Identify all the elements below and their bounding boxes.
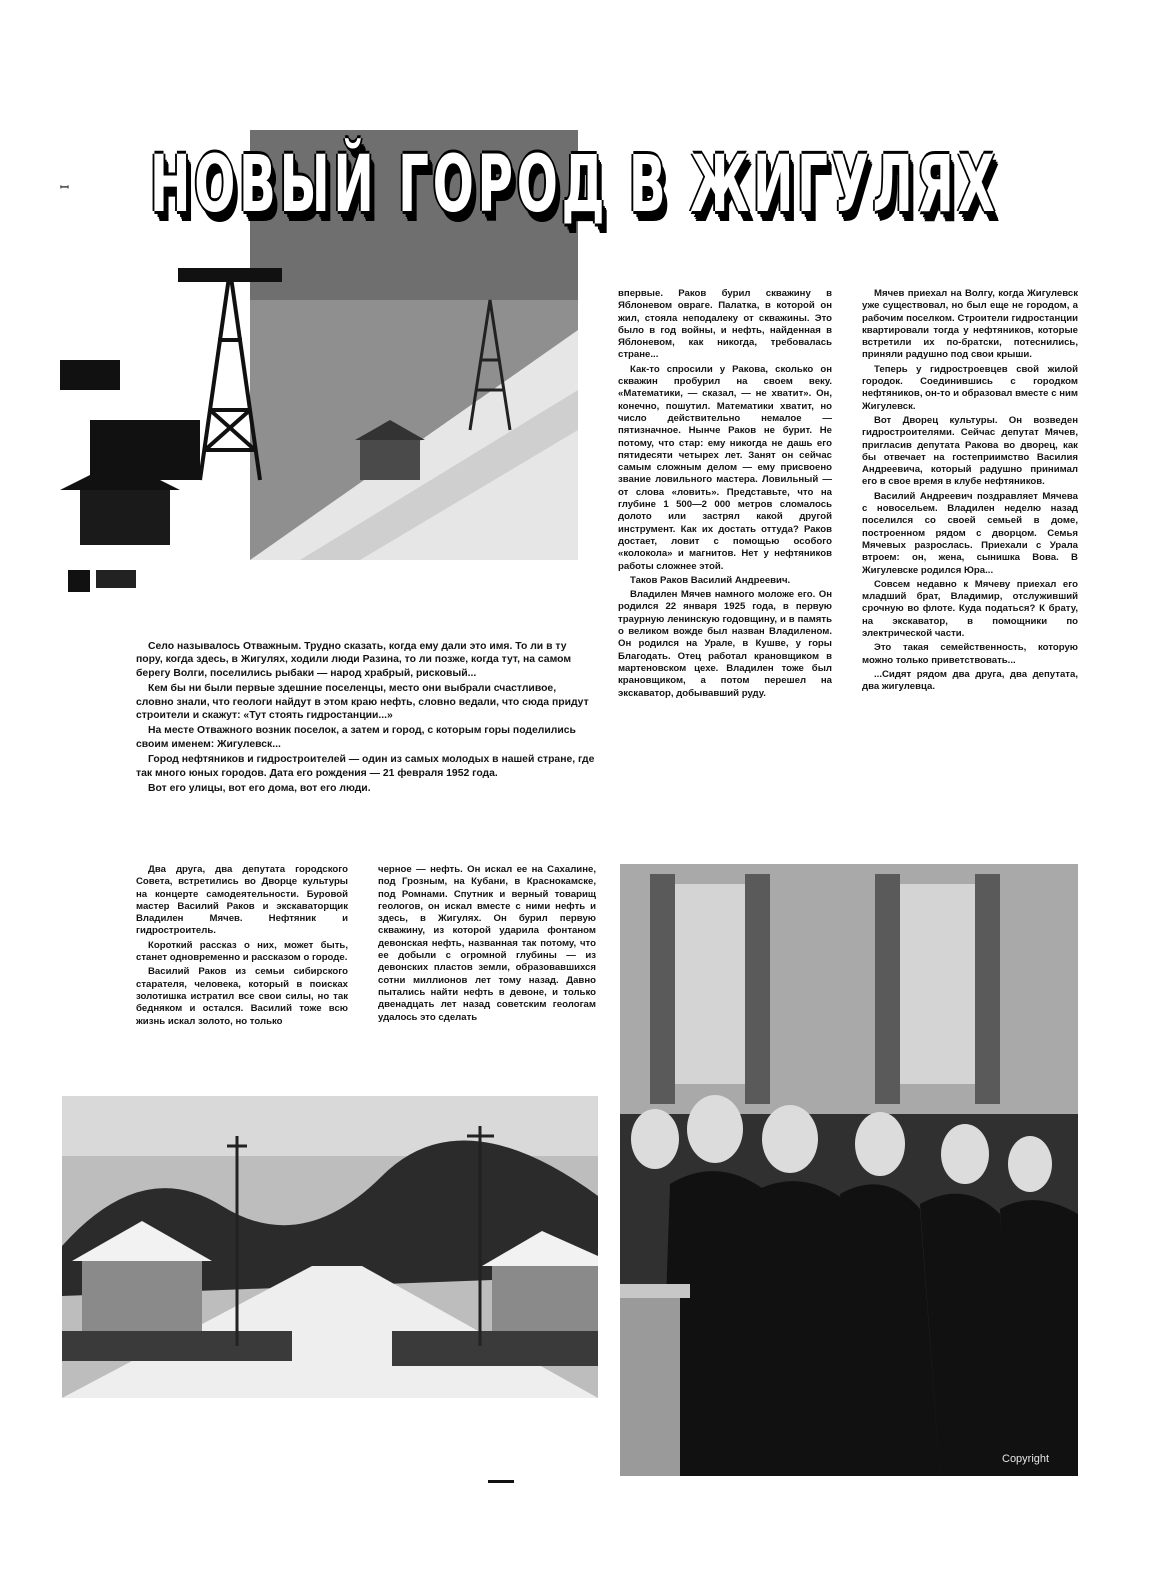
article-column-right-top: [862, 288, 1078, 696]
article-paragraph: Как-то спросили у Ракова, сколько он скважин пробурил на своем веку. «Математики, — сказал, — не хватит». Он, конечно, пошутил. Математики хватит, но число действительно немалое — пятизначное. Нынче Раков не бурит. Не потому, что стар: ему никогда не дашь его пятидесяти четырех лет. Занят он сейчас самым сложным делом — ему присвоено звание ловильного мастера. Ловильный — от слова «ловить». Представьте, что на глубине 1 500—2 000 метров сломалось долото или застрял какой другой инструмент. Как их достать оттуда? Раков достает, ловит с помощью особого «колокола» и магнитов. Нет у нефтяников работы сложнее этой.: [618, 363, 832, 572]
intro-paragraph: Кем бы ни были первые здешние поселенцы, место они выбрали счастливое, словно знали, что геологи найдут в этом краю нефть, словно ведали, что сюда придут строители и скажут: «Тут стоять гидростанции...»: [136, 683, 589, 722]
copyright-watermark: Copyright: [1002, 1453, 1050, 1465]
article-paragraph: Таков Раков Василий Андреевич.: [630, 574, 791, 586]
article-column-left-bottom: [136, 864, 348, 1030]
article-paragraph: Василий Раков из семьи сибирского старателя, человека, который в поисках золотишка истратил все свои силы, но так бедняком и остался. Василий тоже всю жизнь искал золото, но только: [136, 966, 348, 1027]
article-paragraph: Теперь у гидростроевцев свой жилой городок. Соединившись с городком нефтяников, он-то и образовал вместе с ним Жигулевск.: [862, 363, 1078, 412]
article-paragraph: Владилен Мячев намного моложе его. Он родился 22 января 1925 года, в первую траурную ленинскую годовщину, и в память о великом вожде был назван Владиленом. Он родился на Урале, в Кушве, у горы Благодать. Отец работал крановщиком в мартеновском цехе. Владилен тоже был крановщиком, а потом перешел на экскаватор, добывавший руду.: [618, 589, 832, 699]
article-paragraph: Мячев приехал на Волгу, когда Жигулевск уже существовал, но был еще не городом, а рабочим поселком. Строители гидростанции квартировали тогда у нефтяников, которые встретили их по-братски, потеснились, приняли радушно под свои крыши.: [862, 288, 1078, 361]
intro-paragraph: Вот его улицы, вот его дома, вот его люди.: [148, 783, 371, 795]
article-paragraph: Короткий рассказ о них, может быть, станет одновременно и рассказом о городе.: [136, 939, 348, 964]
article-paragraph: Это такая семейственность, которую можно только приветствовать...: [862, 642, 1078, 666]
article-paragraph: Совсем недавно к Мячеву приехал его младший брат, Владимир, отслуживший срочную во флоте. Куда податься? К брату, на экскаватор, в помощники по электрической части.: [862, 578, 1078, 640]
article-paragraph: Василий Андреевич поздравляет Мячева с новосельем. Владилен неделю назад поселился со своей семьей в доме, построенном рядом с дворцом. Семья Мячевых разрослась. Приехали с Урала втроем: он, жена, сынишка Вова. В Жигулевске родился Юра...: [862, 490, 1078, 576]
article-paragraph: ...Сидят рядом два друга, два депутата, два жигулевца.: [862, 668, 1078, 693]
article-paragraph: Вот Дворец культуры. Он возведен гидростроителями. Сейчас депутат Мячев, пригласив депутата Ракова во дворец, как бы отвечает на гостеприимство Василия Андреевича, который радушно принимал его в свое время в клубе нефтяников.: [862, 414, 1078, 488]
intro-paragraph: Село называлось Отважным. Трудно сказать, когда ему дали это имя. То ли в ту пору, когда здесь, в Жигулях, ходили люди Разина, то ли позже, когда тут, на самом берегу Волги, поселились рыбаки — народ храбрый, рисковый...: [136, 641, 572, 679]
winter-street-photo: [62, 1096, 598, 1398]
intro-paragraph: Город нефтяников и гидростроителей — один из самых молодых в нашей стране, где так много юных городов. Дата его рождения — 21 февраля 1952 года.: [136, 754, 595, 779]
article-paragraph: Два друга, два депутата городского Совета, встретились во Дворце культуры на концерте самодеятельности. Буровой мастер Василий Раков и экскаваторщик Владилен Мячев. Нефтяник и гидростроитель.: [136, 864, 348, 937]
page-title: НОВЫЙ ГОРОД В ЖИГУЛЯХ: [150, 140, 999, 230]
intro-paragraph: На месте Отважного возник поселок, а затем и город, с которым горы поделились своим именем: Жигулевск...: [136, 725, 576, 750]
article-paragraph: черное — нефть. Он искал ее на Сахалине, под Грозным, на Кубани, в Краснокамске, под Ромнами. Спутник и верный товарищ геологов, он искал вместе с ними нефть и здесь, в Жигулях. Он бурил первую скважину, из которой ударила фонтаном девонская нефть, названная так потому, что ее добыли с огромной глубины — из девонских пластов земли, образовавшихся сотни миллионов лет тому назад. Давно пытались найти нефть в девоне, и только двенадцать лет назад советским геологам удалось это сделать: [378, 864, 596, 1023]
intro-text: [136, 640, 596, 797]
concert-audience-photo: [620, 864, 1078, 1476]
article-column-middle-bottom: [378, 864, 596, 1026]
page-divider: [488, 1480, 514, 1483]
article-column-middle-top: [618, 288, 832, 702]
margin-mark: ꟷ: [60, 182, 69, 194]
article-paragraph: впервые. Раков бурил скважину в Яблоневом овраге. Палатка, в которой он жил, стояла неподалеку от скважины. Это было в год войны, и нефть, найденная в Яблоневом, как никогда, требовалась стране...: [618, 288, 832, 361]
